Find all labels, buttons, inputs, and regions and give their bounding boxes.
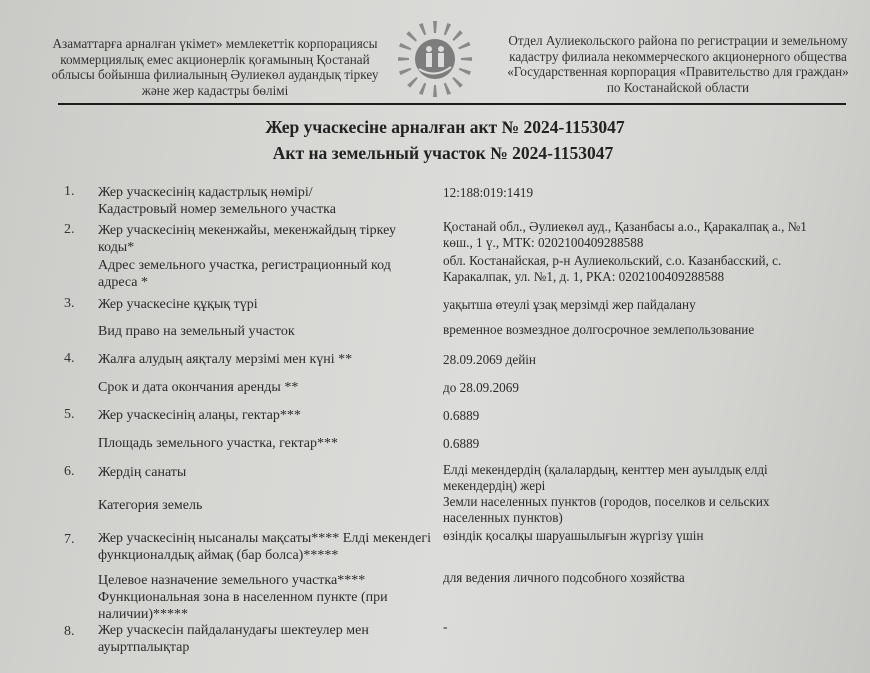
header-org-kz-line: облысы бойынша филиалының Әулиекөл аудандық тіркеу [51, 67, 379, 82]
item-label-ru: Площадь земельного участка, гектар*** [98, 436, 338, 451]
header-org-kz-line: Азаматтарға арналған үкімет» мемлекеттік корпорациясы [52, 36, 378, 51]
header-org-ru-line: кадастру филиала некоммерческого акционерного общества [509, 48, 847, 64]
sun-family-emblem-icon [398, 18, 472, 100]
item-value-ru: обл. Костанайская, р-н Аулиекольский, с.о. Казанбасский, с. Каракалпак, ул. №1, д. 1, РКА: 0202100409288588 [443, 253, 782, 284]
item-value-kz: - [443, 619, 448, 634]
item-label-kz: Жалға алудың аяқталу мерзімі мен күні ** [98, 352, 353, 367]
item-label-kz: Жер учаскесінің алаңы, гектар*** [98, 408, 301, 423]
item-value-kz: өзіндік қосалқы шаруашылығын жүргізу үшін [443, 528, 704, 543]
item-value-ru: до 28.09.2069 [443, 380, 519, 395]
item-number: 7. [64, 532, 75, 547]
item-label-kz: Жер учаскесінің мекенжайы, мекенжайдың тіркеу коды* [98, 223, 396, 255]
header-org-kz [40, 36, 390, 98]
item-value-kz: 12:188:019:1419 [443, 185, 534, 200]
item-label-kz: Жер учаскесіне құқық түрі [98, 297, 258, 312]
item-label-ru: Целевое назначение земельного участка**** Функциональная зона в населенном пункте (при наличии)***** [98, 573, 388, 622]
item-label-ru: Кадастровый номер земельного участка [98, 202, 336, 217]
item-value-kz: 0.6889 [443, 408, 480, 423]
header-org-ru-line: по Костанайской области [606, 79, 750, 95]
item-label-ru: Адрес земельного участка, регистрационный код адреса * [98, 258, 391, 290]
header-org-kz-line: коммерциялық емес акционерлік қоғамының Қостанай [60, 51, 370, 67]
item-number: 1. [64, 184, 75, 199]
item-value-kz: Қостанай обл., Әулиекөл ауд., Қазанбасы а.о., Қаракалпақ а., №1 көш., 1 ү., МТК: 0202100409288588 [443, 219, 807, 250]
item-value-ru: Земли населенных пунктов (городов, поселков и сельских населенных пунктов) [443, 494, 770, 525]
item-number: 6. [64, 464, 75, 479]
item-value-ru: для ведения личного подсобного хозяйства [443, 570, 685, 585]
item-label-ru: Вид право на земельный участок [98, 324, 295, 339]
document-title-ru: Акт на земельный участок № 2024-1153047 [272, 143, 614, 163]
header-org-kz-line: және жер кадастры бөлімі [141, 82, 289, 98]
item-label-kz: Жер учаскесінің нысаналы мақсаты**** Елді мекендегі функционалдық аймақ (бар болса)***** [98, 531, 432, 563]
item-label-kz: Жер учаскесін пайдаланудағы шектеулер мен ауыртпалықтар [98, 623, 369, 655]
item-value-kz: уақытша өтеулі ұзақ мерзімді жер пайдалану [443, 297, 696, 312]
item-number: 8. [64, 624, 75, 639]
document-title-kz: Жер учаскесіне арналған акт № 2024-1153047 [265, 117, 625, 137]
item-number: 2. [64, 222, 75, 237]
item-label-ru: Срок и дата окончания аренды ** [98, 380, 299, 395]
item-label-kz: Жер учаскесінің кадастрлық нөмірі/ [98, 185, 313, 200]
item-label-kz: Жердің санаты [98, 465, 187, 480]
item-value-kz: 28.09.2069 дейін [443, 352, 536, 367]
header-org-ru-line: Отдел Аулиекольского района по регистрации и земельному [508, 33, 848, 48]
item-number: 3. [64, 296, 75, 311]
item-value-kz: Елді мекендердің (қалалардың, кенттер мен ауылдық елді мекендердің) жері [443, 462, 768, 493]
item-number: 4. [64, 351, 75, 366]
header-org-ru-line: «Государственная корпорация «Правительство для граждан» [507, 64, 849, 79]
item-label-ru: Категория земель [98, 498, 203, 513]
item-value-ru: временное возмездное долгосрочное землепользование [443, 322, 755, 337]
item-value-ru: 0.6889 [443, 436, 480, 451]
item-number: 5. [64, 407, 75, 422]
header-divider [58, 103, 846, 105]
header-org-ru [498, 33, 858, 95]
